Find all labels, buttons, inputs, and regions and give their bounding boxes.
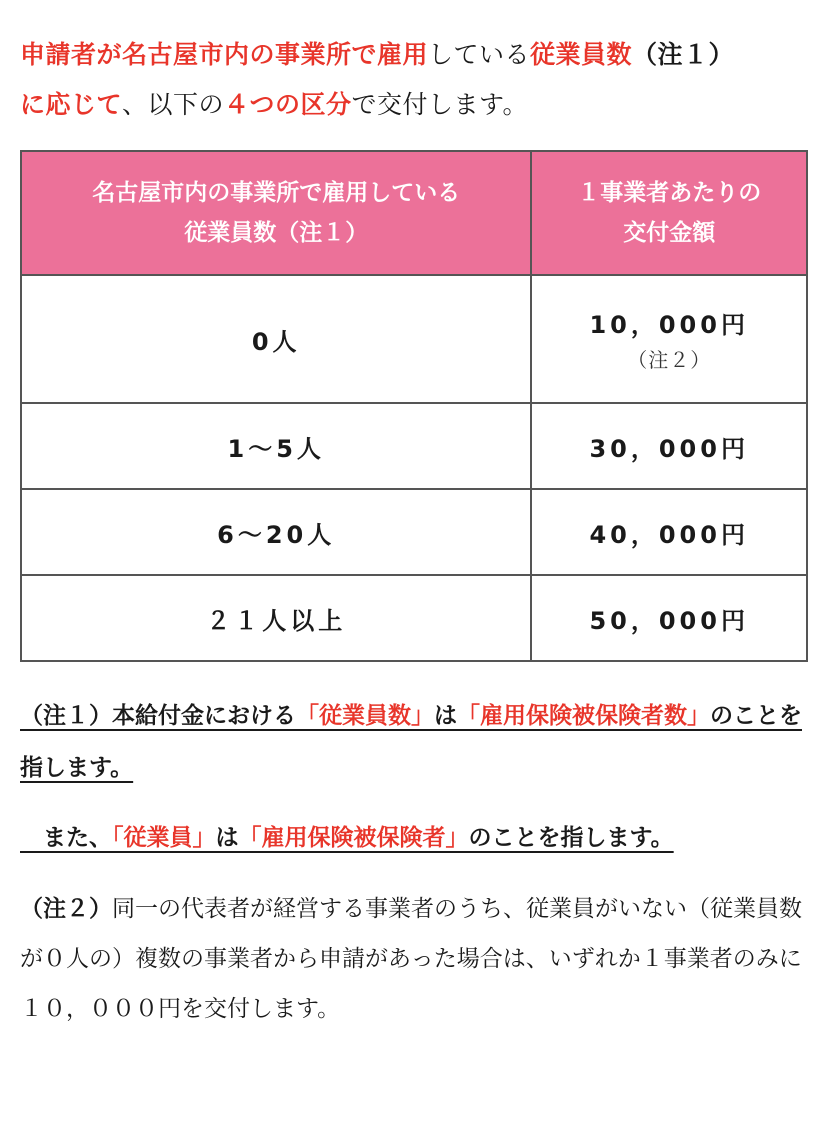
note1-b3: は	[215, 825, 239, 851]
page-content	[20, 30, 808, 1034]
grant-amount-table	[20, 150, 808, 662]
amount-note: （注２）	[627, 348, 712, 372]
header-employees-line2: 従業員数（注１）	[184, 220, 369, 246]
note2-paragraph	[20, 884, 808, 1034]
header-amount-line2: 交付金額	[623, 220, 716, 246]
note2-label: （注２）	[20, 896, 112, 922]
note1-a4: 「雇用保険被保険者数」	[457, 703, 710, 729]
employees-cell: 0人	[21, 275, 531, 403]
amount-cell: 50，000円	[531, 575, 807, 661]
table-row	[21, 275, 807, 403]
intro-text-8: で交付します。	[351, 90, 529, 119]
header-employees-line1: 名古屋市内の事業所で雇用している	[92, 180, 461, 206]
header-employees	[21, 151, 531, 275]
note1-a3: は	[434, 703, 457, 729]
table-row	[21, 489, 807, 575]
amount-value: 10，000円	[589, 311, 749, 339]
intro-applicant-text: 申請者が名古屋市内の事業所で雇用	[20, 40, 429, 69]
employees-cell: ２１人以上	[21, 575, 531, 661]
employees-cell: 6〜20人	[21, 489, 531, 575]
intro-note-ref: （注１）	[632, 40, 735, 69]
intro-paragraph	[20, 30, 808, 130]
amount-cell	[531, 275, 807, 403]
table-row	[21, 575, 807, 661]
table-header-row	[21, 151, 807, 275]
note1-a5: のことを指します。	[20, 703, 802, 781]
note1-block	[20, 690, 808, 864]
intro-according-text: に応じて	[20, 90, 123, 119]
header-amount-line1: １事業者あたりの	[577, 180, 762, 206]
note1-a2: 「従業員数」	[296, 703, 434, 729]
intro-text-2: している	[428, 40, 531, 69]
intro-text-6: 、以下の	[122, 90, 225, 119]
note1-b5: のことを指します。	[468, 825, 674, 851]
note1-b1: また、	[20, 825, 112, 851]
note1-b2: 「従業員」	[112, 825, 216, 851]
amount-cell: 30，000円	[531, 403, 807, 489]
intro-four-categories: ４つの区分	[224, 90, 352, 119]
note1-paragraph-a	[20, 690, 808, 794]
note1-b4: 「雇用保険被保険者」	[238, 825, 469, 851]
note2-text: 同一の代表者が経営する事業者のうち、従業員がいない（従業員数が０人の）複数の事業者から申請があった場合は、いずれか１事業者のみに１０，０００円を交付します。	[20, 896, 802, 1022]
header-amount	[531, 151, 807, 275]
employees-cell: 1〜5人	[21, 403, 531, 489]
note1-a1: （注１）本給付金における	[20, 703, 296, 729]
note1-paragraph-b	[20, 812, 808, 864]
amount-cell: 40，000円	[531, 489, 807, 575]
intro-employees-text: 従業員数	[530, 40, 633, 69]
table-row	[21, 403, 807, 489]
